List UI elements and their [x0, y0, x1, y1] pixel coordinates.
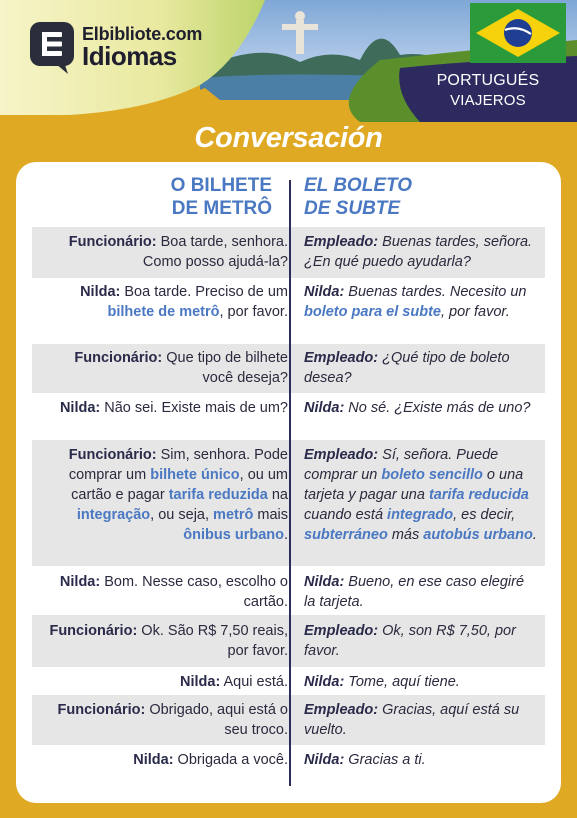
speaker-name: Nilda:: [304, 674, 345, 690]
spanish-line: [304, 750, 539, 770]
page-title: Conversación: [194, 122, 383, 154]
portuguese-line: [48, 750, 288, 770]
spanish-line: [304, 282, 539, 322]
column-heading-portuguese: [171, 174, 272, 220]
speaker-name: Nilda:: [304, 752, 345, 768]
vocabulary-term: bilhete único: [150, 467, 240, 483]
heading-line: DE SUBTE: [304, 198, 401, 219]
conversation-card: [16, 162, 561, 803]
dialogue-text: Boa tarde, senhora. Como posso ajudá-la?: [142, 234, 288, 270]
badge-level: VIAJEROS: [450, 92, 526, 109]
dialogue-text: ¿Qué tipo de boleto desea?: [304, 350, 510, 386]
speaker-name: Empleado:: [304, 234, 379, 250]
vocabulary-term: bilhete de metrô: [107, 304, 220, 320]
dialogue-text: Sí, señora. Puede comprar un: [304, 447, 499, 483]
speaker-name: Nilda:: [304, 400, 345, 416]
speaker-name: Nilda:: [59, 400, 101, 416]
portuguese-line: [48, 282, 288, 322]
speaker-name: Nilda:: [180, 674, 221, 690]
vocabulary-term: boleto para el subte: [304, 304, 441, 320]
heading-line: EL BOLETO: [304, 175, 413, 196]
speaker-name: Funcionário:: [68, 234, 157, 250]
spanish-line: [304, 672, 539, 692]
dialogue-text: No sé. ¿Existe más de uno?: [344, 400, 531, 416]
vocabulary-term: boleto sencillo: [381, 467, 483, 483]
dialogue-text: Sim, senhora. Pode comprar um: [68, 447, 288, 483]
vocabulary-term: ônibus urbano: [183, 527, 284, 543]
dialogue-text: , por favor.: [219, 304, 288, 320]
dialogue-text: , ou seja,: [150, 507, 214, 523]
spanish-line: [304, 621, 539, 661]
speaker-name: Nilda:: [59, 574, 101, 590]
vocabulary-term: metrô: [213, 507, 254, 523]
dialogue-text: , ou um cartão e pagar: [71, 467, 288, 503]
speaker-name: Nilda:: [304, 574, 345, 590]
dialogue-text: na: [267, 487, 288, 503]
dialogue-text: .: [532, 527, 537, 543]
dialogue-text: Bueno, en ese caso elegiré la tarjeta.: [304, 574, 525, 610]
spanish-line: [304, 572, 539, 612]
portuguese-line: [48, 700, 288, 740]
spanish-line: [304, 398, 539, 418]
speaker-name: Funcionário:: [74, 350, 163, 366]
speaker-name: Empleado:: [304, 623, 379, 639]
speaker-name: Nilda:: [80, 284, 121, 300]
dialogue-text: Não sei. Existe mais de um?: [100, 400, 288, 416]
dialogue-text: Obrigada a você.: [173, 752, 288, 768]
portuguese-line: [48, 232, 288, 272]
vocabulary-term: subterráneo: [304, 527, 388, 543]
dialogue-text: o una tarjeta y pagar una: [304, 467, 524, 503]
dialogue-text: más: [387, 527, 424, 543]
dialogue-text: Que tipo de bilhete você deseja?: [162, 350, 288, 386]
spanish-line: [304, 232, 539, 272]
dialogue-text: mais: [253, 507, 288, 523]
spanish-line: [304, 445, 539, 545]
dialogue-text: Buenas tardes. Necesito un: [344, 284, 527, 300]
speaker-name: Funcionário:: [49, 623, 138, 639]
dialogue-text: cuando está: [304, 507, 388, 523]
course-badge: [426, 71, 550, 115]
dialogue-text: Bom. Nesse caso, escolho o cartão.: [100, 574, 288, 610]
speaker-name: Nilda:: [304, 284, 345, 300]
vocabulary-term: autobús urbano: [423, 527, 533, 543]
brand-name: Idiomas: [82, 41, 177, 71]
header-banner: [0, 0, 577, 122]
dialogue-text: Buenas tardes, señora. ¿En qué puedo ayudarla?: [304, 234, 533, 270]
speaker-name: Funcionário:: [68, 447, 157, 463]
speaker-name: Nilda:: [133, 752, 174, 768]
brand-site: Elbibliote.com: [82, 24, 203, 44]
dialogue-text: Boa tarde. Preciso de um: [120, 284, 288, 300]
heading-line: DE METRÔ: [171, 198, 272, 219]
dialogue-text: , es decir,: [453, 507, 516, 523]
portuguese-line: [48, 621, 288, 661]
speaker-name: Empleado:: [304, 447, 379, 463]
logo-icon: [30, 22, 74, 74]
spanish-line: [304, 700, 539, 740]
portuguese-line: [48, 348, 288, 388]
dialogue-text: Obrigado, aqui está o seu troco.: [145, 702, 288, 738]
portuguese-line: [48, 398, 288, 418]
dialogue-text: .: [283, 527, 288, 543]
dialogue-text: Tome, aquí tiene.: [344, 674, 460, 690]
speaker-name: Funcionário:: [57, 702, 146, 718]
dialogue-text: , por favor.: [440, 304, 510, 320]
dialogue-text: Ok. São R$ 7,50 reais, por favor.: [137, 623, 288, 659]
vocabulary-term: integração: [76, 507, 151, 523]
speaker-name: Empleado:: [304, 702, 379, 718]
column-heading-spanish: [304, 174, 412, 220]
heading-line: O BILHETE: [170, 175, 272, 196]
spanish-line: [304, 348, 539, 388]
portuguese-line: [48, 672, 288, 692]
dialogue-text: Aqui está.: [220, 674, 288, 690]
brazil-flag-icon: [470, 3, 566, 63]
vocabulary-term: tarifa reduzida: [168, 487, 268, 503]
badge-language: PORTUGUÉS: [436, 72, 540, 89]
column-divider: [289, 180, 291, 786]
vocabulary-term: tarifa reducida: [428, 487, 529, 503]
portuguese-line: [48, 445, 288, 545]
dialogue-text: Gracias, aquí está su vuelto.: [304, 702, 520, 738]
dialogue-text: Ok, son R$ 7,50, por favor.: [304, 623, 516, 659]
vocabulary-term: integrado: [387, 507, 454, 523]
dialogue-text: Gracias a ti.: [344, 752, 426, 768]
speaker-name: Empleado:: [304, 350, 379, 366]
portuguese-line: [48, 572, 288, 612]
